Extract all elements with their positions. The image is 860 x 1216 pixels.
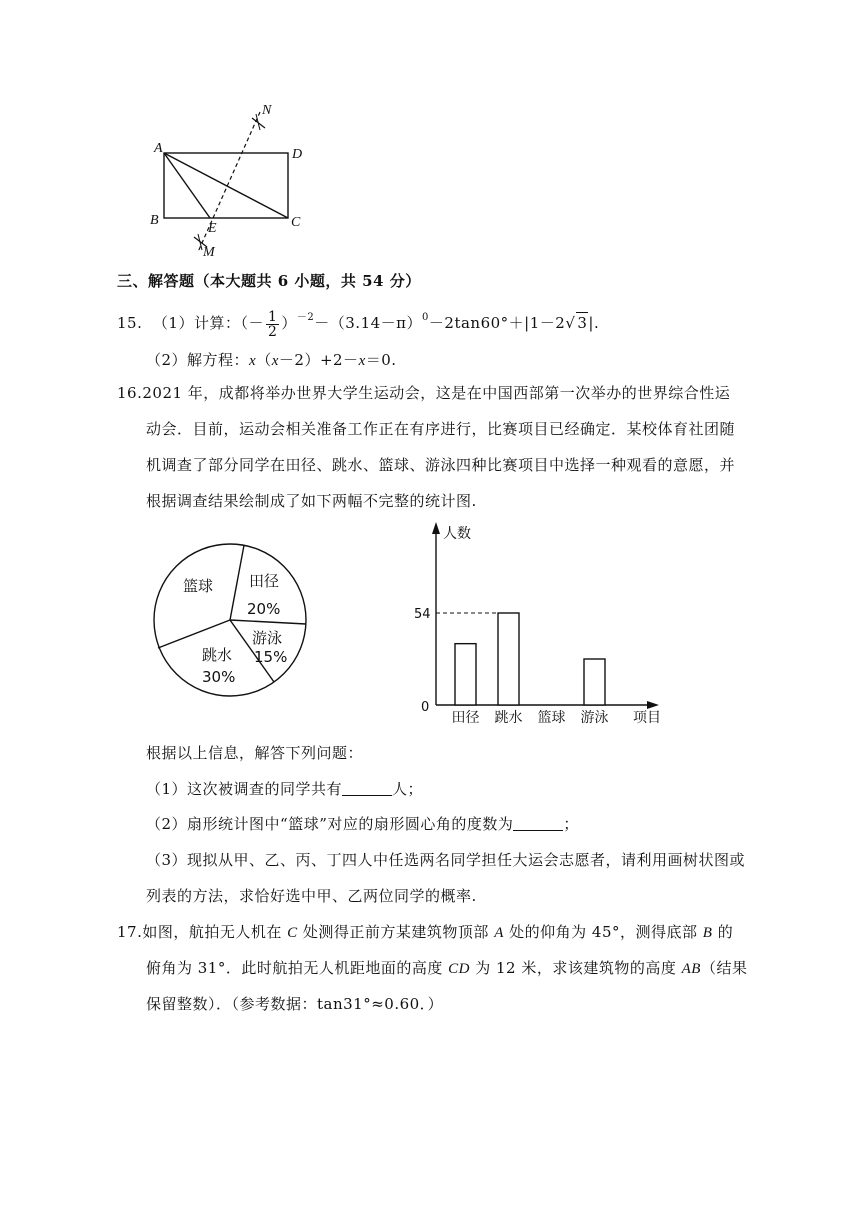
segment-ae: [164, 153, 210, 218]
bar-0: [455, 644, 476, 705]
q16-number: 16.: [117, 384, 143, 402]
q15-mid3: －2tan60°＋|1－2: [428, 314, 566, 332]
q16-text: 2021 年，成都将举办世界大学生运动会，这是在中国西部第一次举办的世界综合性运: [142, 384, 731, 402]
var-x: x: [358, 353, 366, 369]
answer-blank-2[interactable]: [513, 816, 563, 831]
q17-line1: [117, 922, 733, 943]
category-label-2: 篮球: [537, 710, 566, 726]
q17-text: 处测得正前方某建筑物顶部: [297, 923, 495, 941]
point-b: B: [702, 925, 713, 941]
var-x: x: [249, 353, 257, 369]
q16-line3: 机调查了部分同学在田径、跳水、篮球、游泳四种比赛项目中选择一种观看的意愿，并: [146, 456, 736, 474]
q15-part2-prefix: （2）解方程：: [146, 351, 250, 369]
sub2-text: （2）扇形统计图中“篮球”对应的扇形圆心角的度数为: [146, 815, 514, 833]
sqrt-radicand: 3: [577, 314, 588, 332]
expr: －2）+2－: [278, 351, 359, 369]
label-a: A: [154, 141, 163, 156]
answer-blank-1[interactable]: [342, 781, 392, 796]
q17-line2: [146, 958, 747, 979]
bar-3: [584, 659, 605, 705]
q15-part1-prefix: （1）计算：（－: [152, 314, 264, 332]
q17-text: 俯角为 31°．此时航拍无人机距地面的高度: [146, 959, 449, 977]
x-axis-label: 项目: [633, 710, 661, 726]
q16-line1: [117, 383, 730, 403]
y-axis-arrow: [432, 522, 440, 534]
q15-end: |.: [588, 314, 600, 332]
label-e: E: [208, 221, 217, 236]
sqrt-sign: √: [565, 314, 576, 332]
origin-label: 0: [421, 700, 430, 715]
bar-chart: [405, 518, 675, 728]
segment-ab: AB: [681, 961, 701, 977]
category-label-3: 游泳: [580, 710, 609, 726]
label-d: D: [292, 147, 303, 162]
label-b: B: [150, 213, 159, 228]
q15-mid1: ）: [281, 314, 297, 332]
q17-text: 的: [712, 923, 734, 941]
fraction-numerator: 1: [267, 308, 278, 325]
sub1-end: 人；: [392, 780, 424, 798]
exponent-zero: 0: [422, 312, 429, 323]
expr-end: ＝0.: [365, 351, 397, 369]
pie-pct-dive: 30%: [202, 668, 236, 686]
pie-pct-swim: 15%: [254, 648, 288, 666]
diagonal-ac: [164, 153, 288, 218]
q16-line4: 根据调查结果绘制成了如下两幅不完整的统计图.: [146, 492, 477, 510]
q16-sub1: [146, 779, 423, 799]
label-m: M: [203, 245, 215, 260]
geometry-figure: [140, 100, 340, 260]
fraction: [266, 310, 279, 339]
x-axis-arrow: [647, 701, 659, 709]
pie-label-track: 田径: [249, 572, 280, 590]
point-c: C: [287, 925, 298, 941]
label-c: C: [291, 215, 301, 230]
exponent-neg2: －2: [296, 312, 315, 323]
pie-label-dive: 跳水: [202, 646, 233, 664]
y-axis-label: 人数: [443, 526, 471, 542]
section-title: 三、解答题（本大题共 6 小题，共 54 分）: [117, 272, 421, 290]
pie-pct-track: 20%: [247, 600, 281, 618]
category-label-0: 田径: [451, 710, 480, 726]
q15-part2: [146, 350, 397, 371]
q17-text: 如图，航拍无人机在: [142, 923, 288, 941]
y-tick-label: 54: [414, 607, 431, 622]
category-label-1: 跳水: [494, 710, 523, 726]
q15-number: 15.: [117, 314, 143, 332]
pie-chart: [150, 540, 310, 700]
q16-line2: 动会．目前，运动会相关准备工作正在有序进行，比赛项目已经确定．某校体育社团随: [146, 420, 736, 438]
bar-1: [498, 613, 519, 705]
q16-sub3b: 列表的方法，求恰好选中甲、乙两位同学的概率.: [146, 887, 477, 905]
sub1-text: （1）这次被调查的同学共有: [146, 780, 343, 798]
pie-label-swim: 游泳: [252, 629, 283, 647]
paren: （: [256, 351, 272, 369]
point-a: A: [494, 925, 504, 941]
label-n: N: [262, 103, 272, 118]
sub2-end: ；: [563, 815, 579, 833]
q17-text: 为 12 米，求该建筑物的高度: [469, 959, 682, 977]
q15-mid2: －（3.14－π）: [314, 314, 423, 332]
q16-sub3a: （3）现拟从甲、乙、丙、丁四人中任选两名同学担任大运会志愿者，请利用画树状图或: [146, 851, 746, 869]
q17-line3: 保留整数）．（参考数据：tan31°≈0.60．）: [146, 995, 444, 1013]
q16-sub2: [146, 814, 579, 834]
q17-number: 17.: [117, 923, 143, 941]
q15-part1: [117, 308, 599, 339]
q17-text: （结果: [700, 959, 748, 977]
pie-label-basketball: 篮球: [183, 577, 214, 595]
fraction-denominator: 2: [267, 323, 278, 340]
var-x: x: [271, 353, 279, 369]
segment-cd: CD: [448, 961, 470, 977]
q16-after: 根据以上信息，解答下列问题：: [146, 744, 364, 762]
bars-group: [455, 613, 605, 705]
q17-text: 处的仰角为 45°，测得底部: [503, 923, 703, 941]
category-labels: [452, 709, 609, 726]
